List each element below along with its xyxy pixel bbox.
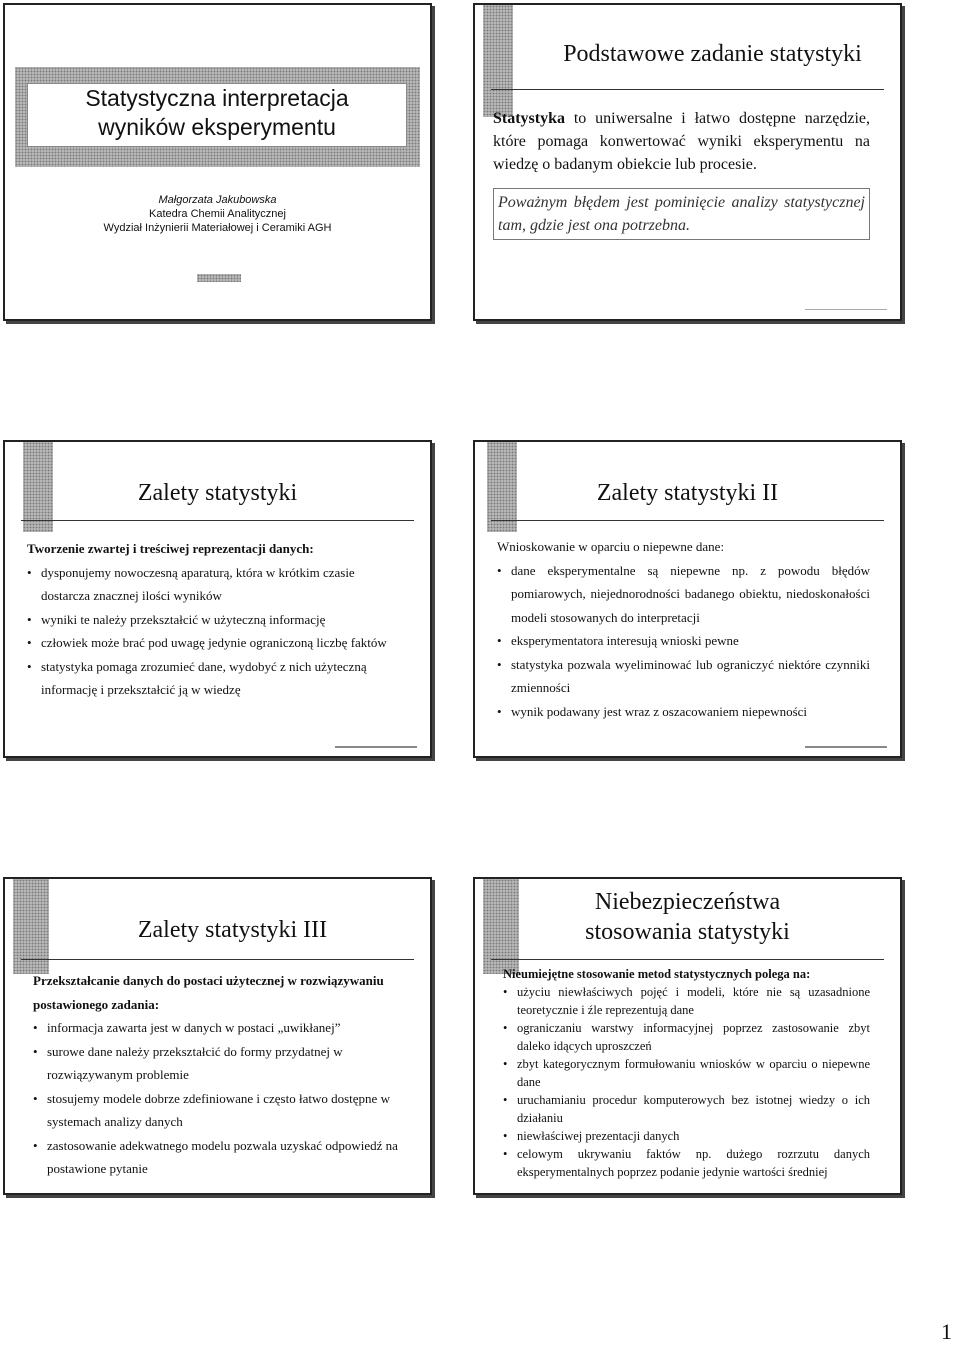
list-item: • statystyka pozwala wyeliminować lub ograniczyć niektóre czynniki zmienności <box>497 653 870 700</box>
warning-paragraph: Poważnym błędem jest pominięcie analizy statystycznej tam, gdzie jest ona potrzebna. <box>493 188 870 240</box>
slide-title-line2: wyników eksperymentu <box>98 114 336 140</box>
title-underline <box>491 520 884 521</box>
slide-title-line1: Niebezpieczeństwa <box>594 889 781 915</box>
slide-5 <box>3 877 432 1195</box>
list-item: • surowe dane należy przekształcić do formy przydatnej w rozwiązywanym problemie <box>33 1040 400 1087</box>
list-item: • niewłaściwej prezentacji danych <box>503 1127 870 1145</box>
title-underline <box>21 520 414 521</box>
list-item: • użyciu niewłaściwych pojęć i modeli, które nie są uzasadnione teoretycznie i źle reprezentują dane <box>503 983 870 1019</box>
slide-2 <box>473 3 902 321</box>
bullet-list <box>497 559 870 724</box>
slide-body <box>33 969 400 1181</box>
title-underline <box>491 89 884 90</box>
list-item: • dane eksperymentalne są niepewne np. z powodu błędów pomiarowych, niejednorodności badanego obiektu, niedoskonałości modeli stosowanych do interpretacji <box>497 559 870 630</box>
author-name: Małgorzata Jakubowska <box>158 194 277 206</box>
footer-line <box>335 746 417 748</box>
slide-title-line1: Statystyczna interpretacja <box>85 85 349 111</box>
footer-mark <box>197 274 241 282</box>
list-item: • zbyt kategorycznym formułowaniu wniosków w oparciu o niepewne dane <box>503 1055 870 1091</box>
list-item: • statystyka pomaga zrozumieć dane, wydobyć z nich użyteczną informację i przekształcić ją w wiedzę <box>27 655 400 702</box>
footer-line <box>805 746 887 748</box>
section-heading: Nieumiejętne stosowanie metod statystycznych polega na: <box>503 967 811 981</box>
list-item: • człowiek może brać pod uwagę jedynie ograniczoną liczbę faktów <box>27 631 400 655</box>
slide-title: Podstawowe zadanie statystyki <box>563 41 862 67</box>
list-item: • eksperymentatora interesują wnioski pewne <box>497 629 870 653</box>
title-box <box>27 83 407 147</box>
slide-1 <box>3 3 432 321</box>
slide-title <box>475 887 900 947</box>
list-item: • informacja zawarta jest w danych w postaci „uwikłanej” <box>33 1016 400 1040</box>
bullet-list <box>33 1016 400 1181</box>
title-underline <box>491 959 884 960</box>
title-underline <box>21 959 414 960</box>
slide-body <box>493 107 870 240</box>
faculty: Wydział Inżynierii Materiałowej i Ceramiki AGH <box>103 222 332 234</box>
footer-line <box>805 309 887 310</box>
bold-lead: Statystyka <box>493 110 566 127</box>
author-block <box>5 193 430 235</box>
section-heading: Przekształcanie danych do postaci użytecznej w rozwiązywaniu postawionego zadania: <box>33 973 384 1012</box>
slide-title: Zalety statystyki II <box>596 480 779 506</box>
slide-decoration <box>483 5 513 117</box>
page-number: 1 <box>941 1319 952 1344</box>
slide-title-line2: stosowania statystyki <box>585 919 790 945</box>
list-item: • zastosowanie adekwatnego modelu pozwala uzyskać odpowiedź na postawione pytanie <box>33 1134 400 1181</box>
list-item: • wyniki te należy przekształcić w użyteczną informację <box>27 608 400 632</box>
slide-4 <box>473 440 902 758</box>
section-heading: Tworzenie zwartej i treściwej reprezentacji danych: <box>27 541 314 556</box>
slide-3 <box>3 440 432 758</box>
slide-title: Zalety statystyki <box>137 480 298 506</box>
list-item: • wynik podawany jest wraz z oszacowaniem niepewności <box>497 700 870 724</box>
bullet-list <box>503 983 870 1181</box>
bullet-list <box>27 561 400 702</box>
list-item: • ograniczaniu warstwy informacyjnej poprzez zastosowanie zbyt daleko idących uproszczeń <box>503 1019 870 1055</box>
definition-text: to uniwersalne i łatwo dostępne narzędzie, które pomaga konwertować wyniki eksperymentu na wiedzę o badanym obiekcie lub procesie. <box>493 110 870 173</box>
department: Katedra Chemii Analitycznej <box>149 208 286 220</box>
definition-paragraph <box>493 107 870 176</box>
list-item: • stosujemy modele dobrze zdefiniowane i często łatwo dostępne w systemach analizy danych <box>33 1087 400 1134</box>
list-item: • uruchamianiu procedur komputerowych bez istotnej wiedzy o ich działaniu <box>503 1091 870 1127</box>
slide-title: Zalety statystyki III <box>137 917 328 943</box>
slide-body <box>497 535 870 723</box>
slide-body <box>27 537 400 702</box>
slide-body <box>503 965 870 1181</box>
list-item: • dysponujemy nowoczesną aparaturą, która w krótkim czasie dostarcza znacznej ilości wyników <box>27 561 400 608</box>
slide-6 <box>473 877 902 1195</box>
list-item: • celowym ukrywaniu faktów np. dużego rozrzutu danych eksperymentalnych poprzez podanie jedynie wartości średniej <box>503 1145 870 1181</box>
section-heading: Wnioskowanie w oparciu o niepewne dane: <box>497 539 725 554</box>
